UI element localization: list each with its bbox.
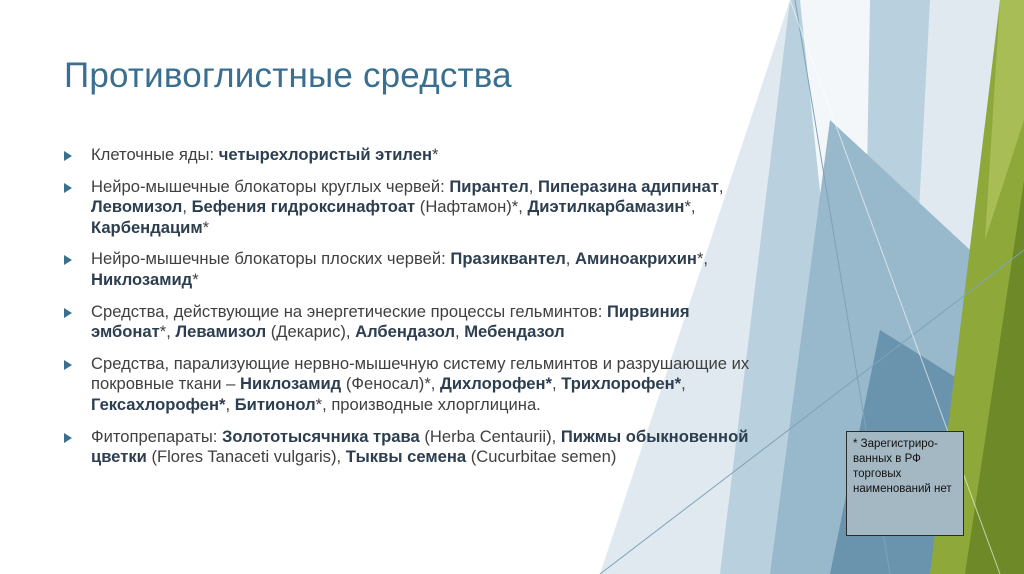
bullet-text: , (528, 176, 539, 196)
bullet-list (64, 145, 754, 479)
bullet-text: * (192, 269, 199, 289)
bullet-text: Нейро-мышечные блокаторы плоских червей: (91, 249, 451, 269)
drug-name-text: Бефения гидроксинафтоат (191, 197, 416, 217)
bullet-text: , (182, 197, 192, 217)
bullet-text: Средства, парализующие нервно-мышечную систему гельминтов и разрушающие их покровные ткани – (91, 353, 750, 394)
drug-name-text: Карбендацим (91, 217, 203, 237)
slide-title: Противоглистные средства (64, 56, 512, 95)
drug-name-text: Левамизол (175, 322, 267, 342)
bullet-item (64, 177, 754, 239)
drug-name-text: Никлозамид (240, 374, 342, 394)
triangle-bullet-icon (64, 255, 72, 265)
bullet-item (64, 249, 754, 290)
triangle-bullet-icon (64, 433, 72, 443)
drug-name-text: Пирвиния эмбонат (91, 301, 690, 342)
drug-name-text: Пиперазина адипинат (538, 176, 719, 196)
bullet-text: *, (684, 197, 696, 217)
triangle-bullet-icon (64, 151, 72, 161)
drug-name-text: Тыквы семена (345, 447, 467, 467)
bullet-text: * (432, 145, 439, 164)
drug-name-text: Трихлорофен* (561, 374, 682, 394)
drug-name-text: Празиквантел (450, 249, 566, 269)
drug-name-text: четырехлористый этилен (218, 145, 432, 164)
footnote-box: * Зарегистриро-ванных в РФ торговых наименований нет (846, 431, 964, 536)
bullet-text: (Cucurbitae semen) (466, 447, 617, 467)
bullet-text: (Flores Tanaceti vulgaris), (146, 447, 346, 467)
bullet-text: , (718, 176, 724, 196)
drug-name-text: Албендазол (355, 322, 455, 342)
drug-name-text: Никлозамид (91, 269, 193, 289)
bullet-text: , (681, 374, 686, 394)
drug-name-text: Дихлорофен* (440, 374, 553, 394)
triangle-bullet-icon (64, 183, 72, 193)
bullet-text: (Феносал)*, (341, 374, 441, 394)
bullet-text: *, (159, 322, 176, 342)
drug-name-text: Левомизол (91, 197, 183, 217)
bullet-text: Фитопрепараты: (91, 426, 223, 446)
bullet-text: , (552, 374, 562, 394)
bullet-text: Клеточные яды: (91, 145, 219, 164)
drug-name-text: Пирантел (449, 176, 529, 196)
bullet-text: , (225, 394, 235, 414)
bullet-text: , (565, 249, 576, 269)
bullet-text: (Нафтамон)*, (415, 197, 528, 217)
bullet-text: Средства, действующие на энергетические процессы гельминтов: (91, 301, 607, 321)
triangle-bullet-icon (64, 308, 72, 318)
bullet-item (64, 427, 754, 468)
drug-name-text: Диэтилкарбамазин (527, 197, 685, 217)
drug-name-text: Аминоакрихин (575, 249, 697, 269)
triangle-bullet-icon (64, 360, 72, 370)
bullet-text: , (455, 322, 465, 342)
drug-name-text: Пижмы обыкновенной цветки (91, 426, 749, 467)
drug-name-text: Золототысячника трава (222, 426, 420, 446)
bullet-text: Нейро-мышечные блокаторы круглых червей: (91, 176, 450, 196)
bullet-text: (Декарис), (266, 322, 356, 342)
bullet-text: *, (696, 249, 709, 269)
drug-name-text: Гексахлорофен* (91, 394, 226, 414)
bullet-text: * (202, 217, 210, 237)
bullet-item (64, 145, 754, 166)
bullet-item (64, 354, 754, 416)
drug-name-text: Битионол (234, 394, 316, 414)
bullet-text: (Herba Centaurii), (419, 426, 561, 446)
bullet-text: *, производные хлорглицина. (315, 394, 541, 414)
drug-name-text: Мебендазол (464, 322, 565, 342)
bullet-item (64, 302, 754, 343)
